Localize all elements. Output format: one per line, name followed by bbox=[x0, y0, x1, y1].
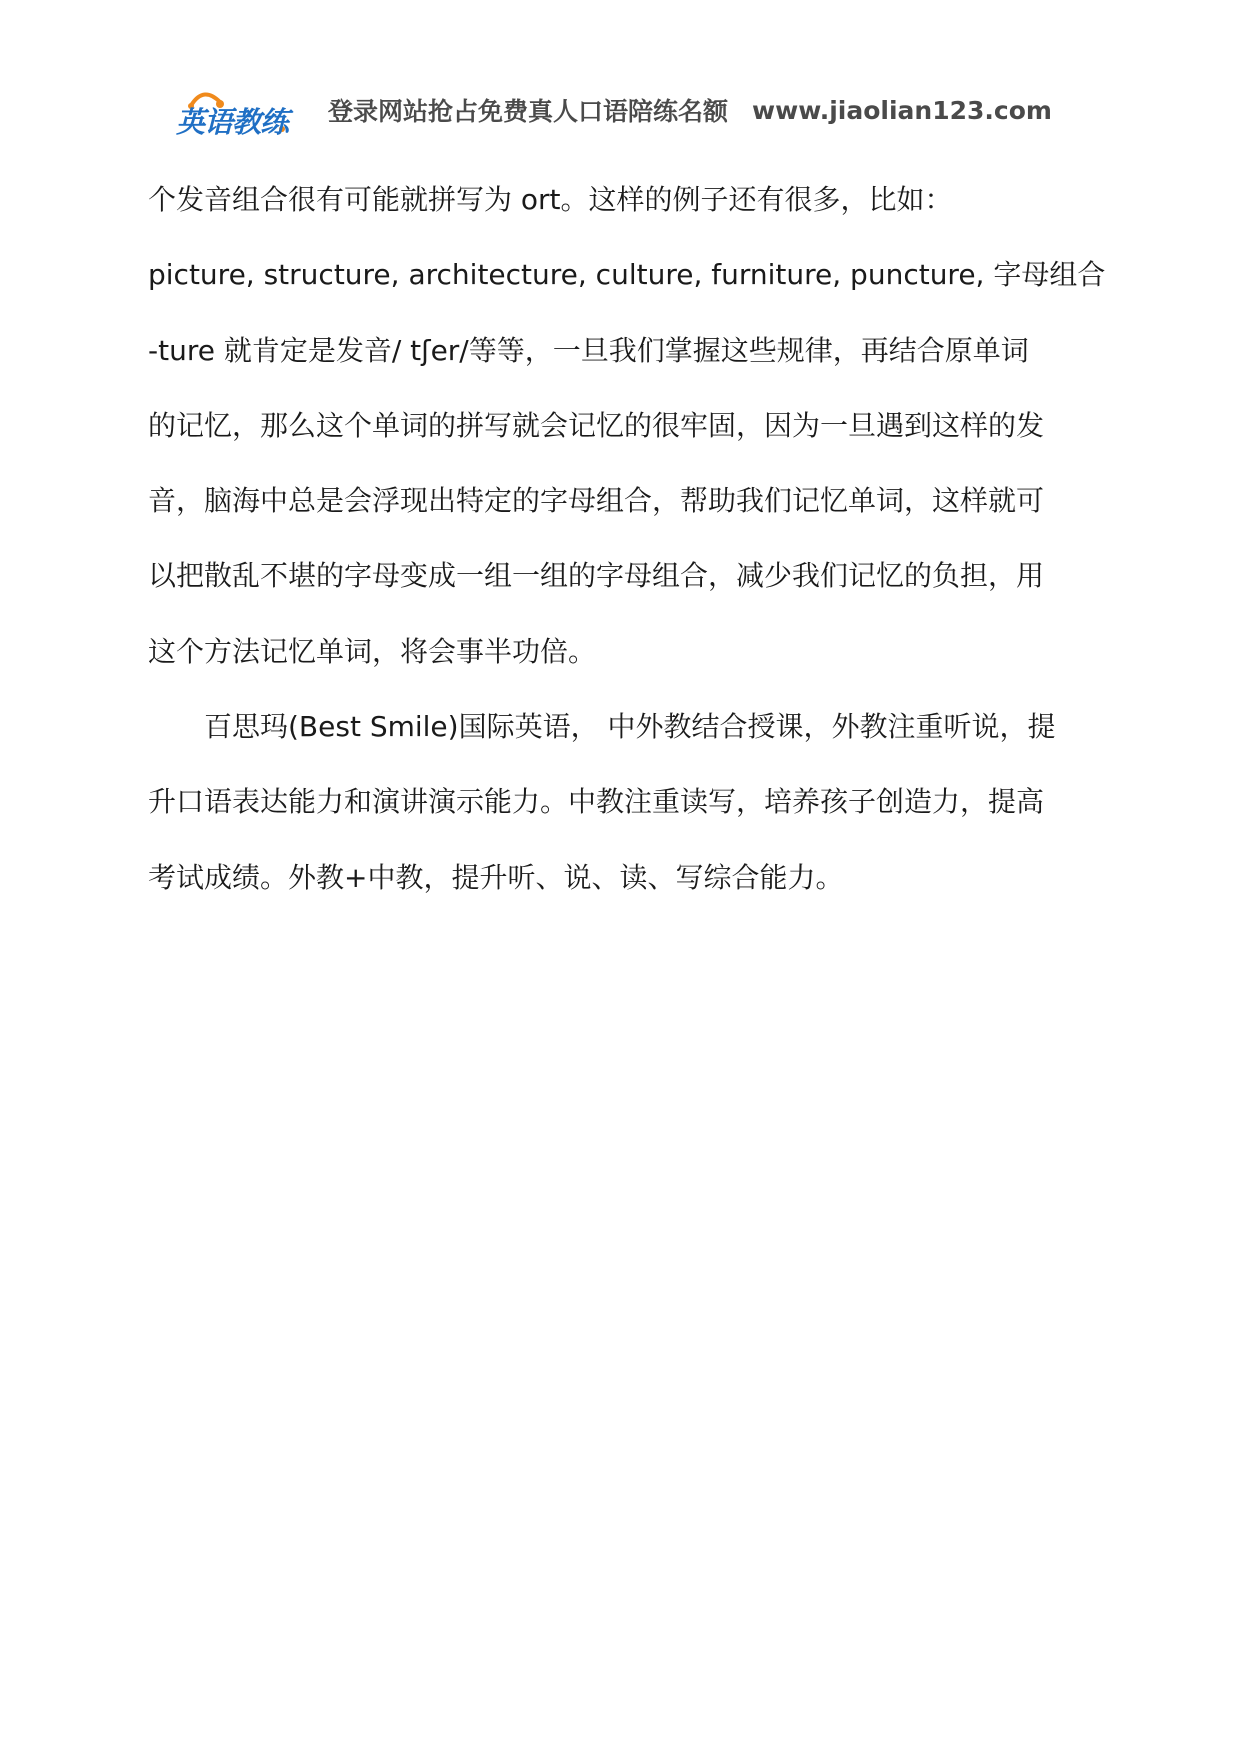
brand-logo bbox=[174, 82, 304, 138]
logo-text: 英语教练 bbox=[176, 105, 289, 139]
text-line: 考试成绩。外教+中教，提升听、说、读、写综合能力。 bbox=[148, 860, 844, 894]
header-slogan: 登录网站抢占免费真人口语陪练名额 bbox=[328, 97, 729, 126]
website-link[interactable]: www.jiaolian123.com bbox=[752, 95, 1052, 125]
text-line: 以把散乱不堪的字母变成一组一组的字母组合，减少我们记忆的负担，用 bbox=[148, 559, 1045, 593]
text-line: 音，脑海中总是会浮现出特定的字母组合，帮助我们记忆单词，这样就可 bbox=[148, 484, 1045, 518]
text-line: picture, structure, architecture, culture, furniture, puncture, 字母组合 bbox=[148, 258, 1106, 292]
text-line: 升口语表达能力和演讲演示能力。中教注重读写，培养孩子创造力，提高 bbox=[148, 785, 1045, 819]
text-line: 的记忆，那么这个单词的拼写就会记忆的很牢固，因为一旦遇到这样的发 bbox=[148, 408, 1045, 442]
text-line: 百思玛(Best Smile)国际英语， 中外教结合授课，外教注重听说，提 bbox=[204, 710, 1056, 744]
document-body bbox=[148, 162, 1106, 915]
paragraph-1 bbox=[148, 162, 1106, 689]
text-line: 个发音组合很有可能就拼写为 ort。这样的例子还有很多，比如： bbox=[148, 183, 953, 216]
paragraph-2 bbox=[148, 689, 1098, 915]
text-line: 这个方法记忆单词，将会事半功倍。 bbox=[148, 634, 597, 668]
page-header bbox=[174, 80, 1074, 140]
text-line: -ture 就肯定是发音/ tʃer/等等，一旦我们掌握这些规律，再结合原单词 bbox=[148, 333, 1029, 367]
